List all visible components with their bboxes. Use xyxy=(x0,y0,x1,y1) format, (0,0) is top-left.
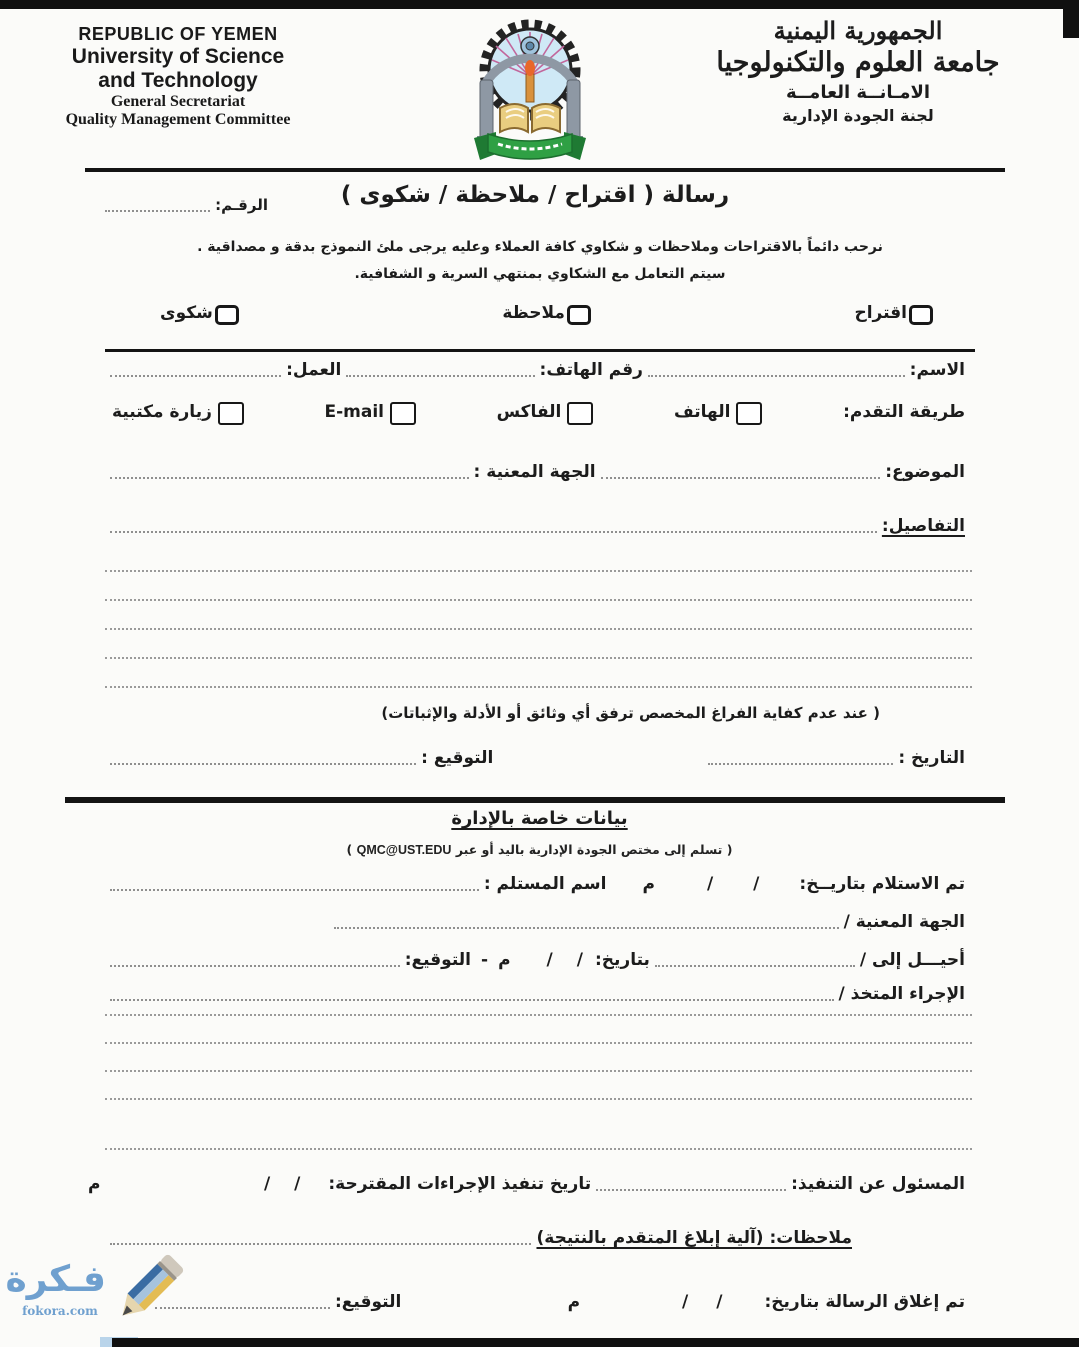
referred-row xyxy=(105,950,965,970)
email-checkbox[interactable] xyxy=(390,402,416,425)
work-field[interactable] xyxy=(110,365,281,377)
referred-signature-field[interactable] xyxy=(110,955,400,967)
university-name-arabic xyxy=(703,16,1013,125)
option-fax xyxy=(497,402,600,422)
observation-label: ملاحظة xyxy=(502,303,565,323)
fax-checkbox[interactable] xyxy=(567,402,593,425)
admin-section-title xyxy=(0,808,1079,829)
types-divider xyxy=(105,349,975,352)
details-field-line-1[interactable] xyxy=(105,570,972,572)
date-slash: / xyxy=(716,1292,723,1312)
university-name-english xyxy=(28,24,328,129)
era-mark: م xyxy=(88,1174,101,1194)
country-name-ar: الجمهورية اليمنية xyxy=(773,16,943,45)
admin-entity-field[interactable] xyxy=(334,917,839,929)
notes-row xyxy=(105,1228,965,1248)
fekera-domain-text: fokora.com xyxy=(22,1304,98,1318)
pencil-icon xyxy=(102,1248,202,1347)
option-complaint xyxy=(160,303,241,323)
university-name-ar: جامعة العلوم والتكنولوجيا xyxy=(716,47,1000,78)
intro-line-1: نرحب دائماً بالاقتراحات وملاحظات و شكاوي كافة العملاء وعليه يرجى ملئ النموذج بدقة و مصداقية . xyxy=(197,239,883,255)
close-row xyxy=(150,1292,965,1312)
received-row xyxy=(105,874,965,894)
delivery-note-prefix: ( تسلم إلى مختص الجودة الإدارية باليد أو عبر xyxy=(455,842,733,857)
method-label: طريقة التقدم: xyxy=(843,402,965,422)
date-slash: / xyxy=(706,874,714,894)
scan-top-bar xyxy=(0,0,1079,9)
date-slash: / xyxy=(546,950,553,970)
form-number-field[interactable] xyxy=(105,200,210,212)
dash-mark: - xyxy=(481,950,489,970)
option-phone xyxy=(674,402,768,422)
action-field-line-1[interactable] xyxy=(105,1014,972,1016)
identity-row xyxy=(105,360,965,380)
receiver-name-field[interactable] xyxy=(110,879,479,891)
action-taken-field-line-0[interactable] xyxy=(110,989,834,1001)
signature-label: التوقيع : xyxy=(421,748,494,768)
action-field-line-3[interactable] xyxy=(105,1070,972,1072)
received-date-label: تم الاستلام بتاريــخ: xyxy=(799,874,965,894)
subject-row xyxy=(105,462,965,482)
details-row xyxy=(105,516,965,536)
details-field-line-5[interactable] xyxy=(105,686,972,688)
university-logo-icon xyxy=(462,16,598,168)
form-number-block xyxy=(100,196,268,214)
responsible-field[interactable] xyxy=(596,1179,786,1191)
name-field[interactable] xyxy=(648,365,905,377)
work-label: العمل: xyxy=(286,360,342,380)
details-label: التفاصيل: xyxy=(881,516,965,536)
complaint-label: شكوى xyxy=(160,303,213,323)
date-slash: / xyxy=(576,950,583,970)
university-name-en-2: and Technology xyxy=(98,69,258,92)
observation-checkbox[interactable] xyxy=(567,305,591,325)
receiver-name-label: اسم المستلم : xyxy=(483,874,607,894)
era-mark: م xyxy=(642,874,655,894)
phone-method-label: الهاتف xyxy=(674,402,731,422)
scan-bottom-bar xyxy=(112,1338,1079,1347)
close-signature-label: التوقيع: xyxy=(335,1292,402,1312)
header-divider xyxy=(85,168,1005,172)
attachments-note: ( عند عدم كفاية الفراغ المخصص ترفق أي وثائق أو الأدلة والإثباتات) xyxy=(381,704,880,722)
action-taken-row xyxy=(105,984,965,1004)
date-slash: / xyxy=(294,1174,301,1194)
admin-section-title-text: بيانات خاصة بالإدارة xyxy=(451,808,628,829)
attachments-note-row xyxy=(105,704,965,722)
form-header xyxy=(0,16,1079,168)
office-visit-checkbox[interactable] xyxy=(218,402,244,425)
signature-field[interactable] xyxy=(110,753,416,765)
committee-en: Quality Management Committee xyxy=(65,111,291,128)
phone-method-checkbox[interactable] xyxy=(736,402,762,425)
date-slash: / xyxy=(753,874,760,894)
responsible-row xyxy=(88,1174,965,1194)
details-field-line-0[interactable] xyxy=(110,521,877,533)
message-type-row xyxy=(160,303,935,323)
notes-label: ملاحظات: (آلية إبلاغ المتقدم بالنتيجة) xyxy=(536,1228,852,1248)
admin-section-divider xyxy=(65,797,1005,803)
intro-line-2: سيتم التعامل مع الشكاوي بمنتهي السرية و الشفافية. xyxy=(354,266,726,283)
suggestion-checkbox[interactable] xyxy=(909,305,933,325)
date-slash: / xyxy=(682,1292,689,1312)
subject-label: الموضوع: xyxy=(885,462,965,482)
form-number-label: الرقـم: xyxy=(215,196,268,214)
option-email xyxy=(325,402,423,422)
university-name-en-1: University of Science xyxy=(71,45,285,68)
referred-label: أحيـــل إلى / xyxy=(859,950,965,970)
complaint-checkbox[interactable] xyxy=(215,305,239,325)
committee-ar: لجنة الجودة الإدارية xyxy=(782,106,934,125)
date-slash: / xyxy=(263,1174,271,1194)
notes-field[interactable] xyxy=(110,1233,531,1245)
fekera-watermark xyxy=(5,1252,210,1342)
option-office-visit xyxy=(112,402,250,422)
secretariat-ar: الامـانــة العامــة xyxy=(785,82,931,103)
era-mark: م xyxy=(498,950,511,970)
name-label: الاسم: xyxy=(909,360,965,380)
referred-to-field[interactable] xyxy=(655,955,855,967)
action-taken-label: الإجراء المتخذ / xyxy=(838,984,965,1004)
country-name-en: REPUBLIC OF YEMEN xyxy=(78,24,278,44)
admin-delivery-note xyxy=(0,842,1079,857)
qmc-email: QMC@UST.EDU xyxy=(356,843,452,857)
entity-label: الجهة المعنية : xyxy=(473,462,596,482)
action-field-line-5[interactable] xyxy=(105,1148,972,1150)
email-label: E-mail xyxy=(324,402,385,422)
phone-field[interactable] xyxy=(346,365,534,377)
fekera-brand-text: فـكرة xyxy=(5,1259,106,1300)
responsible-label: المسئول عن التنفيذ: xyxy=(791,1174,965,1194)
entity-field[interactable] xyxy=(110,467,469,479)
delivery-note-suffix: ) xyxy=(346,842,353,857)
fax-label: الفاكس xyxy=(496,402,562,422)
date-signature-row xyxy=(105,748,965,768)
phone-label: رقم الهاتف: xyxy=(539,360,643,380)
action-field-line-4[interactable] xyxy=(105,1098,972,1100)
details-field-line-4[interactable] xyxy=(105,657,972,659)
office-visit-label: زيارة مكتبية xyxy=(112,402,212,422)
subject-field[interactable] xyxy=(601,467,881,479)
exec-date-label: تاريخ تنفيذ الإجراءات المقترحة: xyxy=(328,1174,592,1194)
action-field-line-2[interactable] xyxy=(105,1042,972,1044)
details-field-line-2[interactable] xyxy=(105,599,972,601)
close-label: تم إغلاق الرسالة بتاريخ: xyxy=(764,1292,965,1312)
option-suggestion xyxy=(854,303,935,323)
suggestion-label: اقتراح xyxy=(854,303,907,323)
details-field-line-3[interactable] xyxy=(105,628,972,630)
submission-method-row xyxy=(112,402,965,422)
page-title: رسالة ( اقتراح / ملاحظة / شكوى ) xyxy=(340,182,730,208)
option-observation xyxy=(502,303,593,323)
date-field[interactable] xyxy=(708,753,893,765)
admin-entity-row xyxy=(105,912,965,932)
admin-entity-label: الجهة المعنية / xyxy=(843,912,965,932)
era-mark: م xyxy=(567,1292,581,1312)
date-label: التاريخ : xyxy=(898,748,965,768)
referred-date-label: بتاريخ: xyxy=(594,950,650,970)
intro-text xyxy=(90,234,990,289)
referred-signature-label: التوقيع: xyxy=(404,950,471,970)
secretariat-en: General Secretariat xyxy=(110,93,246,110)
